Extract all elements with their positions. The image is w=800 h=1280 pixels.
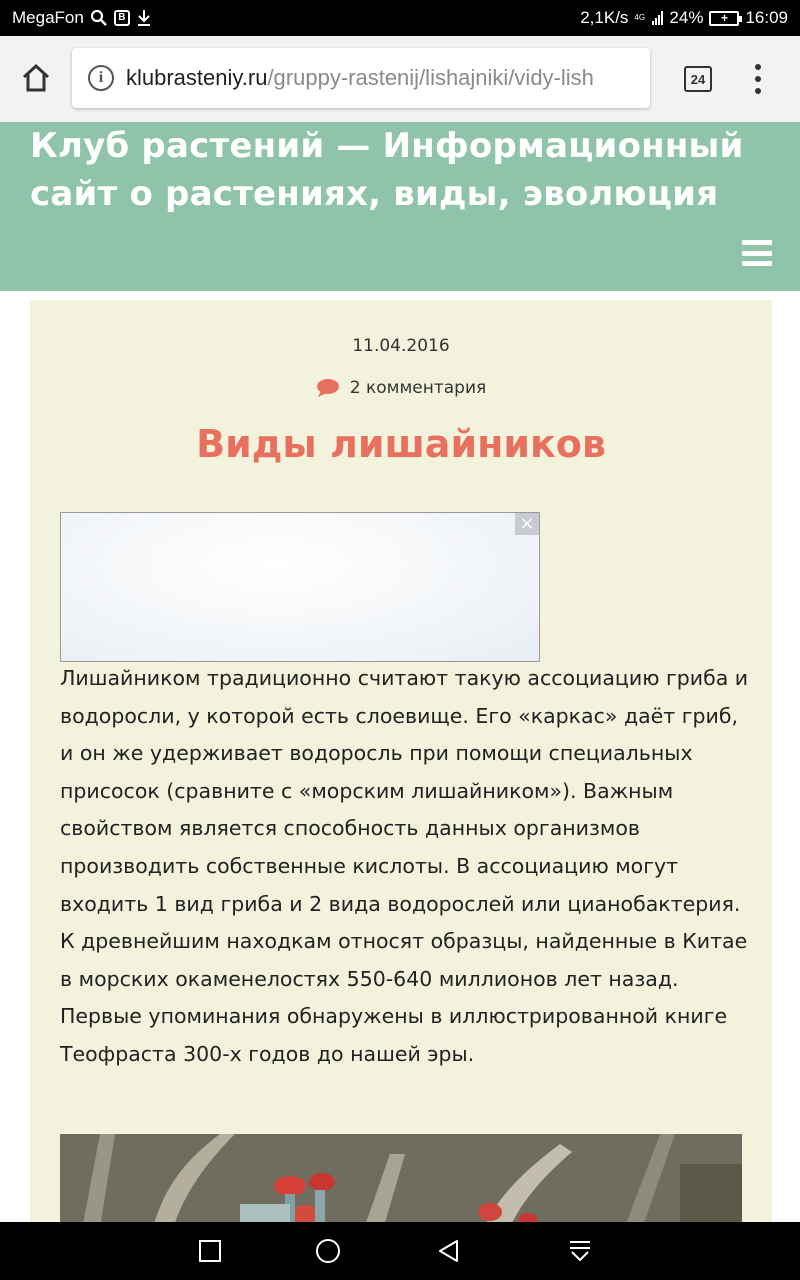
- battery-percent: 24%: [669, 8, 704, 27]
- close-icon[interactable]: ×: [515, 513, 539, 535]
- network-speed: 2,1K/s: [580, 8, 629, 27]
- signal-icon: [652, 11, 663, 25]
- network-type-label: 4G: [634, 13, 646, 22]
- article-body: Лишайником традиционно считают такую ассоциацию гриба и водоросли, у которой есть слоевище. Его «каркас» даёт гриб, и он же удерживает водоросль при помощи специальных присосок (сравните с «морским лишайником»). Важным свойством является способность данных организмов производить собственные кислоты. В ассоциацию могут входить 1 вид гриба и 2 вида водорослей или цианобактерия. К древнейшим находкам относят образцы, найденные в Китае в морских окаменелостях 550-640 миллионов лет назад. Первые упоминания обнаружены в иллюстрированной книге Теофраста 300-х годов до нашей эры.: [60, 666, 749, 1066]
- url-text[interactable]: [126, 65, 594, 91]
- circle-icon[interactable]: [315, 1238, 341, 1264]
- vk-icon: В: [114, 10, 130, 26]
- site-header: [0, 122, 800, 291]
- ad-banner[interactable]: [60, 512, 540, 662]
- clock: 16:09: [745, 8, 788, 27]
- download-icon: [136, 9, 152, 27]
- article-title: Виды лишайников: [196, 422, 606, 466]
- comment-bubble-icon: [316, 378, 340, 398]
- system-nav-bar: [0, 1222, 800, 1280]
- comments-count: 2 комментария: [349, 378, 487, 398]
- more-vert-icon[interactable]: [748, 62, 768, 96]
- search-icon: [90, 9, 108, 27]
- carrier-label: MegaFon: [12, 8, 84, 27]
- hamburger-menu-icon[interactable]: [742, 240, 772, 266]
- article-date: 11.04.2016: [352, 336, 450, 356]
- comments-link[interactable]: [30, 378, 772, 398]
- article-card: [30, 300, 772, 1240]
- tab-switcher-button[interactable]: 24: [684, 66, 712, 92]
- url-domain: klubrasteniy.ru: [126, 65, 268, 90]
- home-icon[interactable]: [18, 60, 54, 96]
- pull-down-icon[interactable]: [567, 1238, 593, 1264]
- site-title[interactable]: Клуб растений — Информационный сайт о растениях, виды, эволюция: [30, 126, 744, 214]
- square-icon[interactable]: [197, 1238, 223, 1264]
- url-path: /gruppy-rastenij/lishajniki/vidy-lish: [267, 65, 594, 90]
- status-bar: [0, 0, 800, 36]
- address-bar[interactable]: [72, 48, 650, 108]
- triangle-back-icon[interactable]: [436, 1238, 462, 1264]
- browser-toolbar: [0, 36, 800, 122]
- info-icon[interactable]: i: [88, 65, 114, 91]
- battery-icon: +: [709, 11, 739, 26]
